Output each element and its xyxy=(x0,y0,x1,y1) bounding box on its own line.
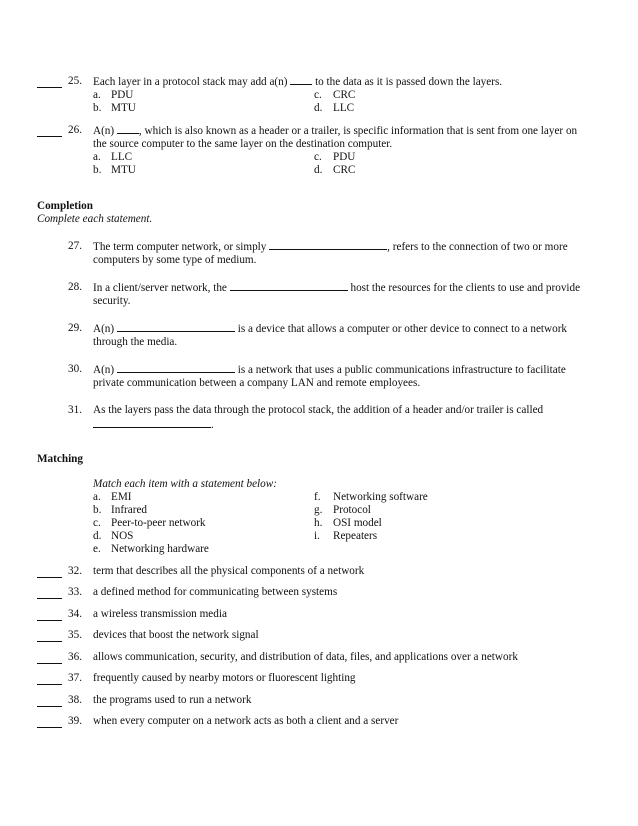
answer-blank[interactable] xyxy=(37,86,62,88)
question-number: 35. xyxy=(68,629,82,641)
question-text-part: . xyxy=(211,419,214,431)
answer-blank[interactable] xyxy=(37,662,62,664)
question-number: 27. xyxy=(68,240,82,252)
match-statement: devices that boost the network signal xyxy=(93,629,259,641)
question-text-part: , refers to the connection of two or more xyxy=(387,241,568,253)
answer-blank[interactable] xyxy=(37,576,62,578)
match-option: Repeaters xyxy=(333,530,378,542)
choice-letter: b. xyxy=(93,164,102,176)
question-text-part: A(n) xyxy=(93,364,115,376)
match-statement: when every computer on a network acts as both a client and a server xyxy=(93,715,399,727)
fill-blank xyxy=(290,75,312,85)
question-number: 34. xyxy=(68,608,82,620)
match-option-letter: e. xyxy=(93,543,101,555)
question-text xyxy=(93,363,566,378)
question-number: 33. xyxy=(68,586,82,598)
question-text-part: is a network that uses a public communications infrastructure to facilitate xyxy=(237,364,566,376)
match-option-letter: f. xyxy=(314,491,321,503)
answer-blank[interactable] xyxy=(37,726,62,728)
choice-letter: c. xyxy=(314,89,322,101)
choice-text: LLC xyxy=(111,151,133,163)
match-option-letter: i. xyxy=(314,530,320,542)
question-number: 30. xyxy=(68,363,82,375)
match-statement: term that describes all the physical components of a network xyxy=(93,565,365,577)
question-text-line2 xyxy=(93,418,214,433)
question-text-part: A(n) xyxy=(93,323,115,335)
question-text xyxy=(93,281,580,296)
choice-text: MTU xyxy=(111,102,136,114)
choice-text: CRC xyxy=(333,164,356,176)
question-number: 29. xyxy=(68,322,82,334)
question-text-part: In a client/server network, the xyxy=(93,282,227,294)
section-instruction: Complete each statement. xyxy=(37,213,153,225)
section-instruction: Match each item with a statement below: xyxy=(93,478,277,490)
question-text-line2: private communication between a company LAN and remote employees. xyxy=(93,377,421,389)
match-option: Networking software xyxy=(333,491,428,503)
fill-blank xyxy=(93,418,211,428)
question-text-line2: computers by some type of medium. xyxy=(93,254,257,266)
question-text xyxy=(93,124,577,139)
question-text xyxy=(93,322,567,337)
question-text-part: host the resources for the clients to use and provide xyxy=(350,282,581,294)
choice-letter: a. xyxy=(93,151,101,163)
choice-letter: c. xyxy=(314,151,322,163)
question-number: 32. xyxy=(68,565,82,577)
answer-blank[interactable] xyxy=(37,597,62,599)
match-option: Infrared xyxy=(111,504,148,516)
fill-blank xyxy=(230,281,348,291)
choice-letter: a. xyxy=(93,89,101,101)
fill-blank xyxy=(117,322,235,332)
match-option: Networking hardware xyxy=(111,543,209,555)
match-option: Peer-to-peer network xyxy=(111,517,206,529)
question-text-part: A(n) xyxy=(93,125,115,137)
fill-blank xyxy=(117,363,235,373)
answer-blank[interactable] xyxy=(37,619,62,621)
question-text-part: , which is also known as a header or a trailer, is specific information that is sent from one layer on xyxy=(138,125,578,137)
choice-letter: b. xyxy=(93,102,102,114)
match-option: EMI xyxy=(111,491,132,503)
match-option-letter: h. xyxy=(314,517,323,529)
match-option-letter: c. xyxy=(93,517,101,529)
question-text-part: is a device that allows a computer or other device to connect to a network xyxy=(237,323,568,335)
match-option-letter: d. xyxy=(93,530,102,542)
question-number: 26. xyxy=(68,124,82,136)
answer-blank[interactable] xyxy=(37,135,62,137)
section-heading: Matching xyxy=(37,453,83,465)
question-text: As the layers pass the data through the protocol stack, the addition of a header and/or trailer is called xyxy=(93,404,544,416)
match-statement: the programs used to run a network xyxy=(93,694,252,706)
question-number: 36. xyxy=(68,651,82,663)
match-option-letter: a. xyxy=(93,491,101,503)
section-heading: Completion xyxy=(37,200,93,212)
question-text-line2: the source computer to the same layer on the destination computer. xyxy=(93,138,393,150)
question-number: 25. xyxy=(68,75,82,87)
question-text xyxy=(93,240,568,255)
question-number: 28. xyxy=(68,281,82,293)
choice-text: CRC xyxy=(333,89,356,101)
question-text-line2: through the media. xyxy=(93,336,178,348)
match-statement: a wireless transmission media xyxy=(93,608,227,620)
question-text xyxy=(93,75,502,90)
choice-text: LLC xyxy=(333,102,355,114)
choice-letter: d. xyxy=(314,164,323,176)
match-option-letter: b. xyxy=(93,504,102,516)
match-statement: allows communication, security, and distribution of data, files, and applications over a network xyxy=(93,651,518,663)
match-statement: a defined method for communicating between systems xyxy=(93,586,338,598)
question-number: 31. xyxy=(68,404,82,416)
question-text-line2: security. xyxy=(93,295,131,307)
answer-blank[interactable] xyxy=(37,683,62,685)
match-option: Protocol xyxy=(333,504,371,516)
question-number: 37. xyxy=(68,672,82,684)
choice-text: MTU xyxy=(111,164,136,176)
answer-blank[interactable] xyxy=(37,640,62,642)
question-text-part: Each layer in a protocol stack may add a(n) xyxy=(93,76,288,88)
match-option: NOS xyxy=(111,530,134,542)
question-text-part: The term computer network, or simply xyxy=(93,241,267,253)
choice-text: PDU xyxy=(333,151,356,163)
choice-letter: d. xyxy=(314,102,323,114)
question-number: 39. xyxy=(68,715,82,727)
choice-text: PDU xyxy=(111,89,134,101)
fill-blank xyxy=(269,240,387,250)
answer-blank[interactable] xyxy=(37,705,62,707)
question-number: 38. xyxy=(68,694,82,706)
question-text-part: to the data as it is passed down the layers. xyxy=(315,76,503,88)
fill-blank xyxy=(117,124,139,134)
match-option-letter: g. xyxy=(314,504,323,516)
match-option: OSI model xyxy=(333,517,382,529)
match-statement: frequently caused by nearby motors or fluorescent lighting xyxy=(93,672,356,684)
